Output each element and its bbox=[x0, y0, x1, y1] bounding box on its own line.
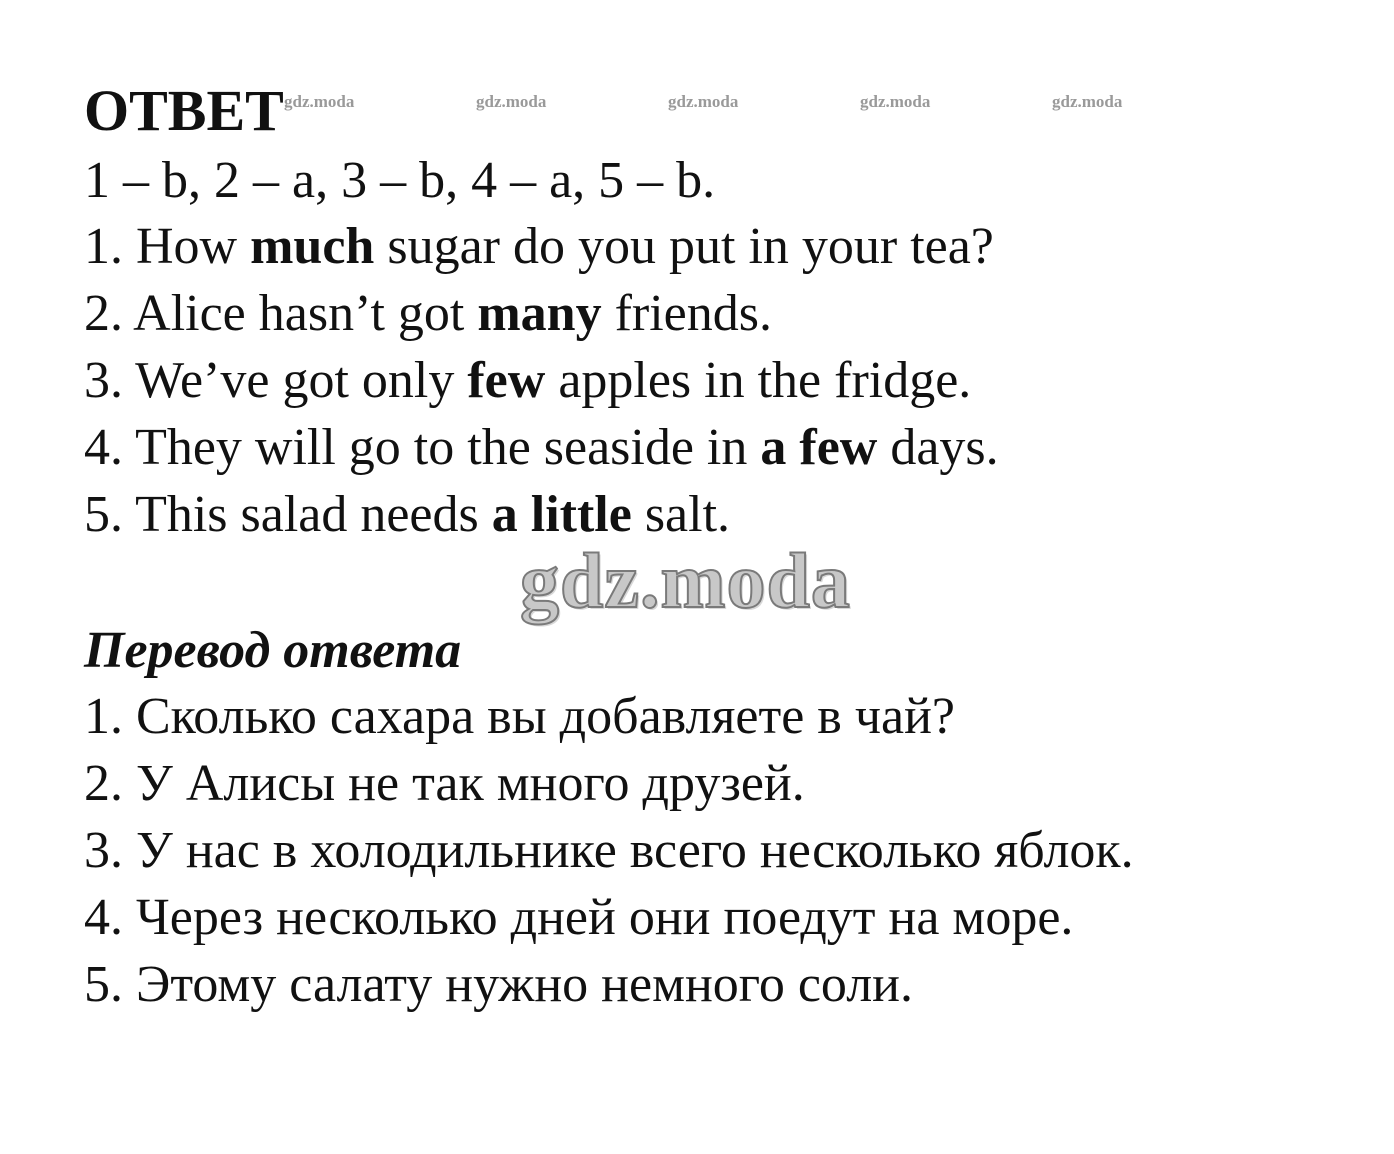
sentence-1 bbox=[84, 216, 994, 278]
sentence-number: 2. bbox=[84, 285, 123, 342]
sentence-after: friends. bbox=[614, 285, 772, 342]
sentence-number: 3. bbox=[84, 352, 123, 409]
translation-heading: Перевод ответа bbox=[84, 622, 462, 679]
sentence-before: They will go to the seaside in bbox=[135, 419, 748, 476]
watermark-small-4: gdz.moda bbox=[860, 92, 931, 111]
translation-5: 5. Этому салату нужно немного соли. bbox=[84, 956, 914, 1013]
watermark-logo: gdz.moda bbox=[520, 537, 851, 624]
watermark-small-1: gdz.moda bbox=[284, 92, 355, 111]
sentence-answer: many bbox=[477, 285, 602, 342]
sentence-answer: a little bbox=[491, 486, 632, 543]
sentence-answer: a few bbox=[760, 419, 878, 476]
sentence-after: apples in the fridge. bbox=[558, 352, 972, 409]
translation-1: 1. Сколько сахара вы добавляете в чай? bbox=[84, 688, 955, 745]
watermark-small-3: gdz.moda bbox=[668, 92, 739, 111]
watermark-small-5: gdz.moda bbox=[1052, 92, 1123, 111]
sentence-3 bbox=[84, 350, 971, 412]
sentence-answer: few bbox=[467, 352, 546, 409]
sentence-after: days. bbox=[890, 419, 999, 476]
translation-2: 2. У Алисы не так много друзей. bbox=[84, 755, 805, 812]
sentence-after: sugar do you put in your tea? bbox=[387, 218, 994, 275]
watermark-small-2: gdz.moda bbox=[476, 92, 547, 111]
sentence-answer: much bbox=[250, 218, 375, 275]
sentence-before: Alice hasn’t got bbox=[133, 285, 465, 342]
translation-4: 4. Через несколько дней они поедут на море. bbox=[84, 889, 1074, 946]
answer-heading: ОТВЕТ bbox=[84, 78, 284, 143]
sentence-4 bbox=[84, 417, 999, 479]
answer-key: 1 – b, 2 – a, 3 – b, 4 – a, 5 – b. bbox=[84, 152, 716, 209]
sentence-before: This salad needs bbox=[135, 486, 479, 543]
sentence-before: How bbox=[136, 218, 238, 275]
translation-3: 3. У нас в холодильнике всего несколько яблок. bbox=[84, 822, 1134, 879]
sentence-after: salt. bbox=[644, 486, 731, 543]
sentence-number: 4. bbox=[84, 419, 123, 476]
sentence-number: 5. bbox=[84, 486, 123, 543]
sentence-number: 1. bbox=[84, 218, 123, 275]
sentence-before: We’ve got only bbox=[135, 352, 455, 409]
sentence-2 bbox=[84, 283, 772, 345]
